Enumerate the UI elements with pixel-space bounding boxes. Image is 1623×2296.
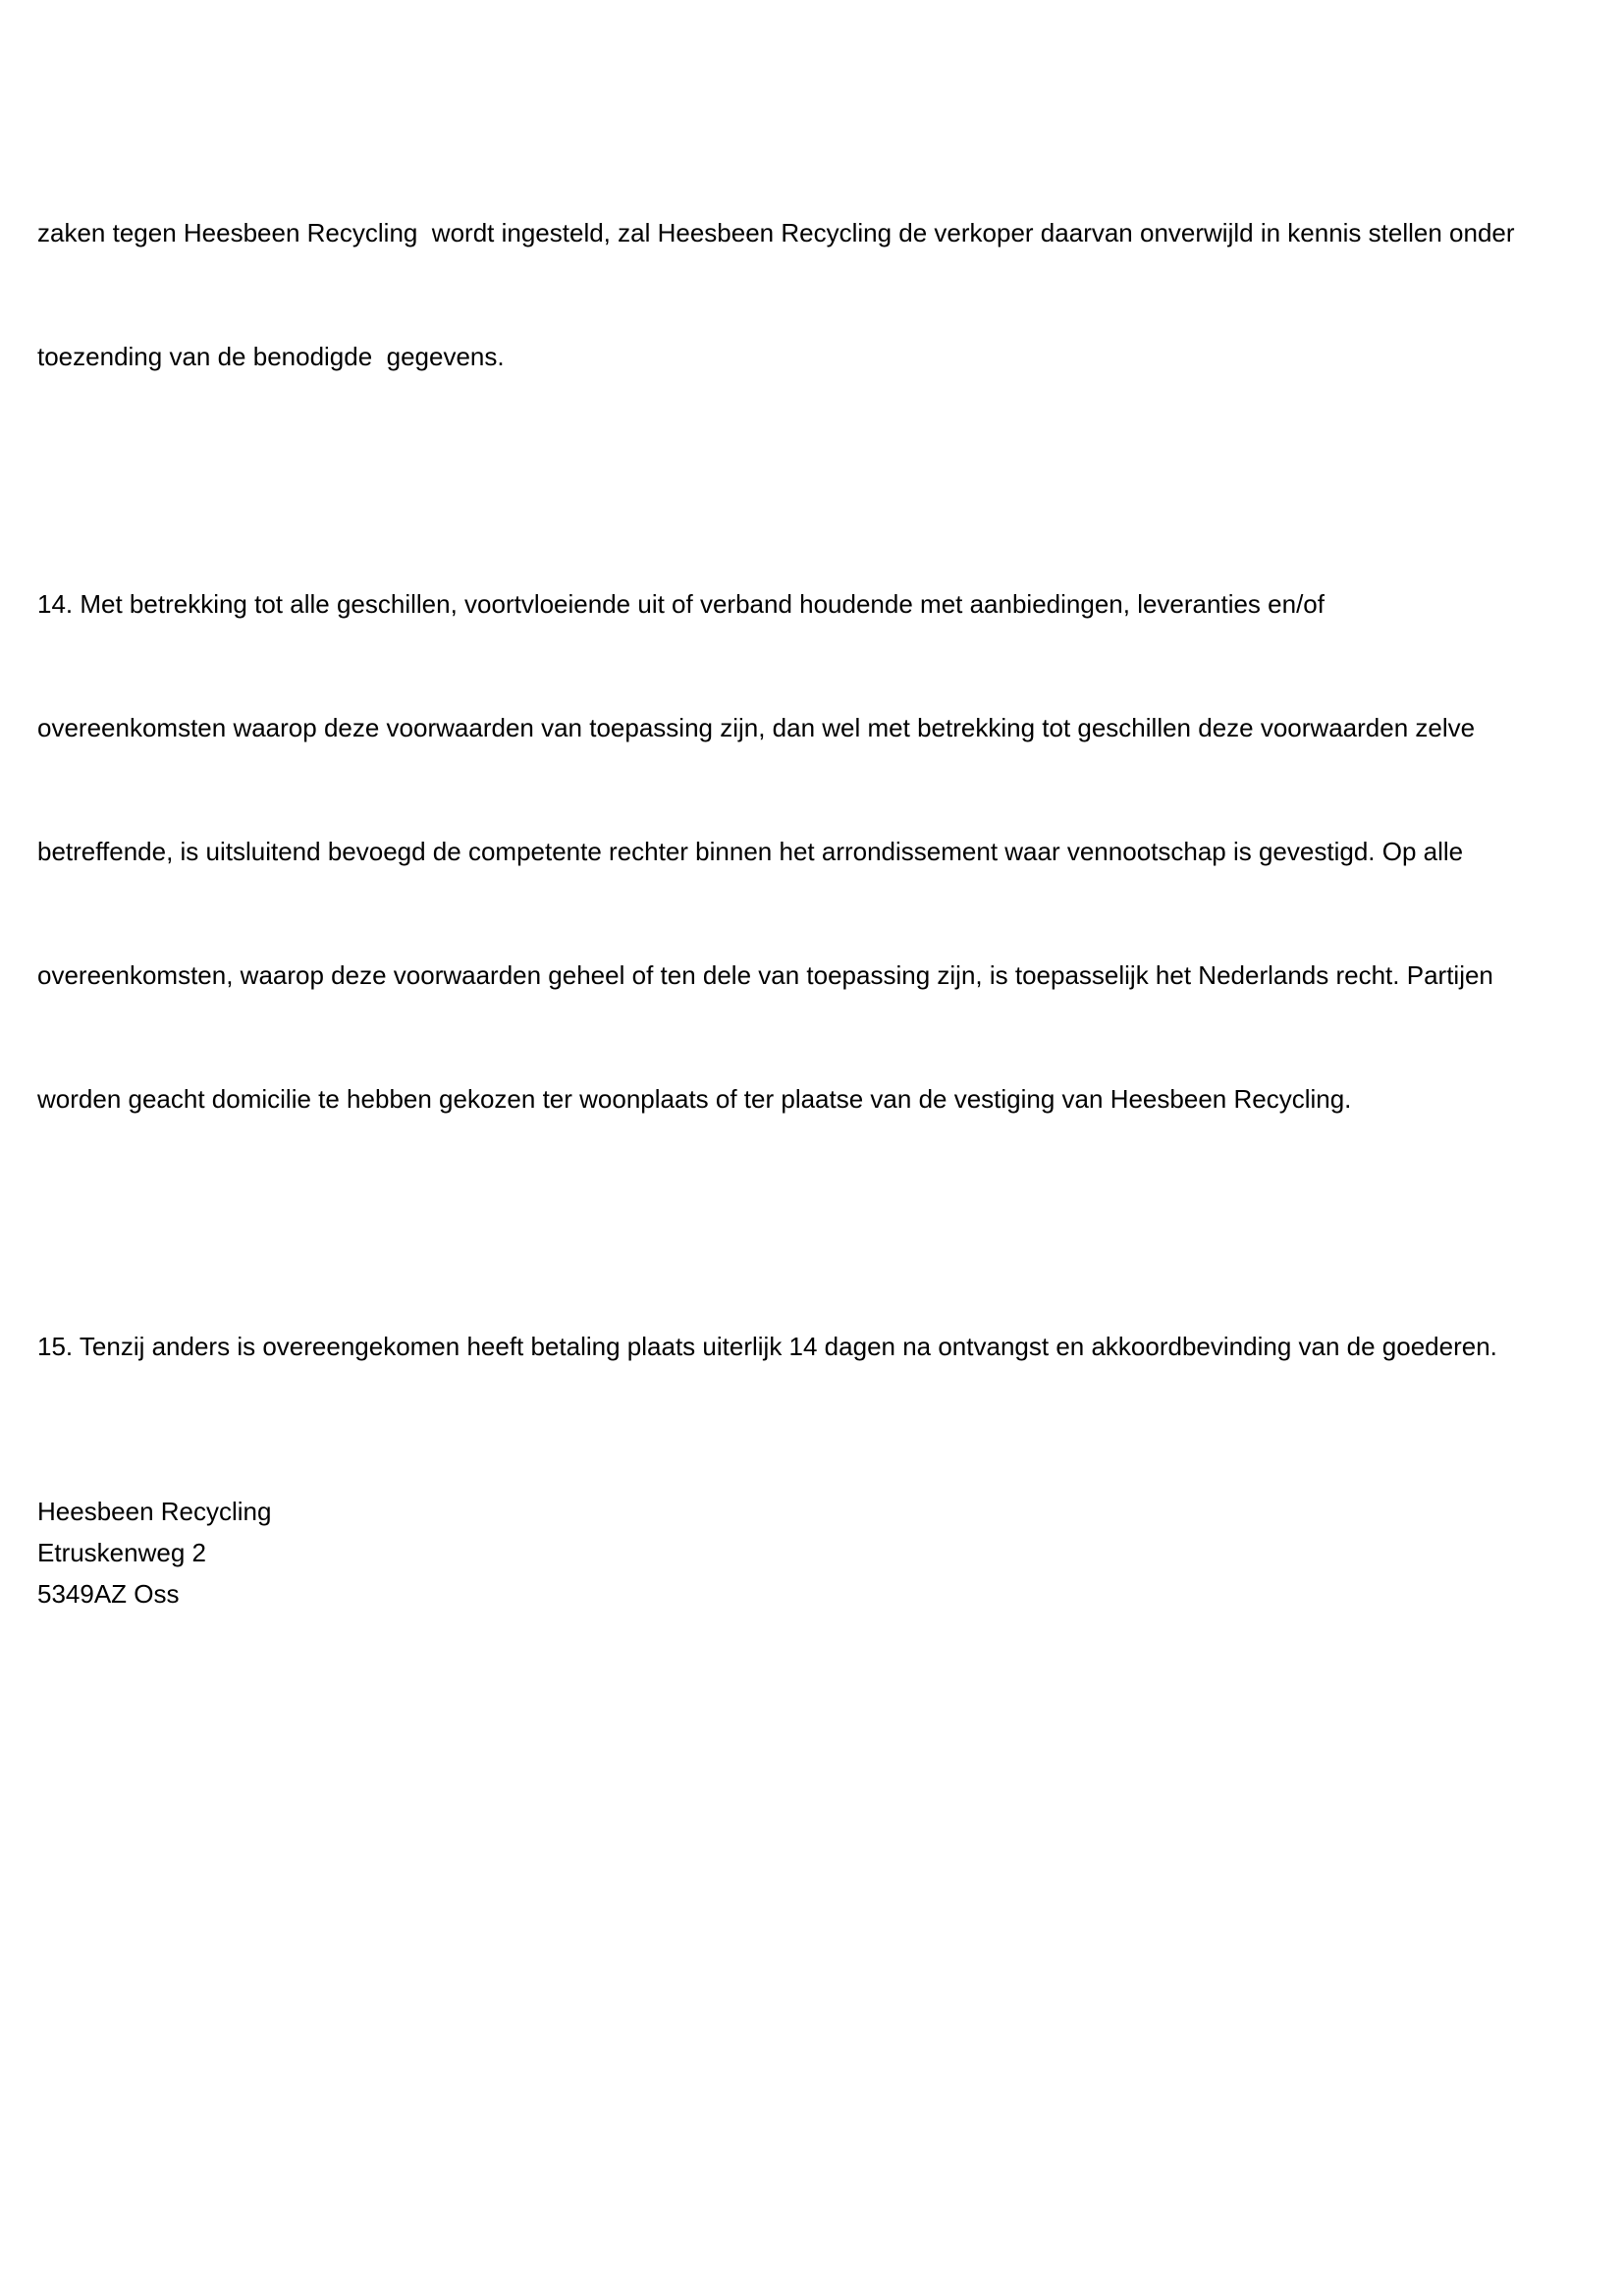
document-page <box>37 130 1598 1614</box>
company-address <box>37 1491 1598 1614</box>
paragraph-continuation <box>37 130 1598 460</box>
text-line: 14. Met betrekking tot alle geschillen, voortvloeiende uit of verband houdende met aanbiedingen, leveranties en/of <box>37 589 1325 619</box>
paragraph-article-15 <box>37 1243 1598 1449</box>
text-line: toezending van de benodigde gegevens. <box>37 342 505 371</box>
text-line: 15. Tenzij anders is overeengekomen heeft betaling plaats uiterlijk 14 dagen na ontvangst en akkoordbevinding van de goederen. <box>37 1332 1497 1361</box>
text-line: overeenkomsten, waarop deze voorwaarden geheel of ten dele van toepassing zijn, is toepasselijk het Nederlands recht. Partijen <box>37 960 1493 990</box>
address-postal-city: 5349AZ Oss <box>37 1579 180 1609</box>
address-street: Etruskenweg 2 <box>37 1538 206 1567</box>
address-company: Heesbeen Recycling <box>37 1497 272 1526</box>
text-line: worden geacht domicilie te hebben gekozen ter woonplaats of ter plaatse van de vestiging van Heesbeen Recycling. <box>37 1084 1352 1114</box>
text-line: betreffende, is uitsluitend bevoegd de competente rechter binnen het arrondissement waar vennootschap is gevestigd. Op alle <box>37 837 1464 866</box>
text-line: zaken tegen Heesbeen Recycling wordt ingesteld, zal Heesbeen Recycling de verkoper daarvan onverwijld in kennis stellen onder <box>37 218 1515 247</box>
text-line: overeenkomsten waarop deze voorwaarden van toepassing zijn, dan wel met betrekking tot geschillen deze voorwaarden zelve <box>37 713 1476 742</box>
paragraph-article-14 <box>37 501 1598 1202</box>
